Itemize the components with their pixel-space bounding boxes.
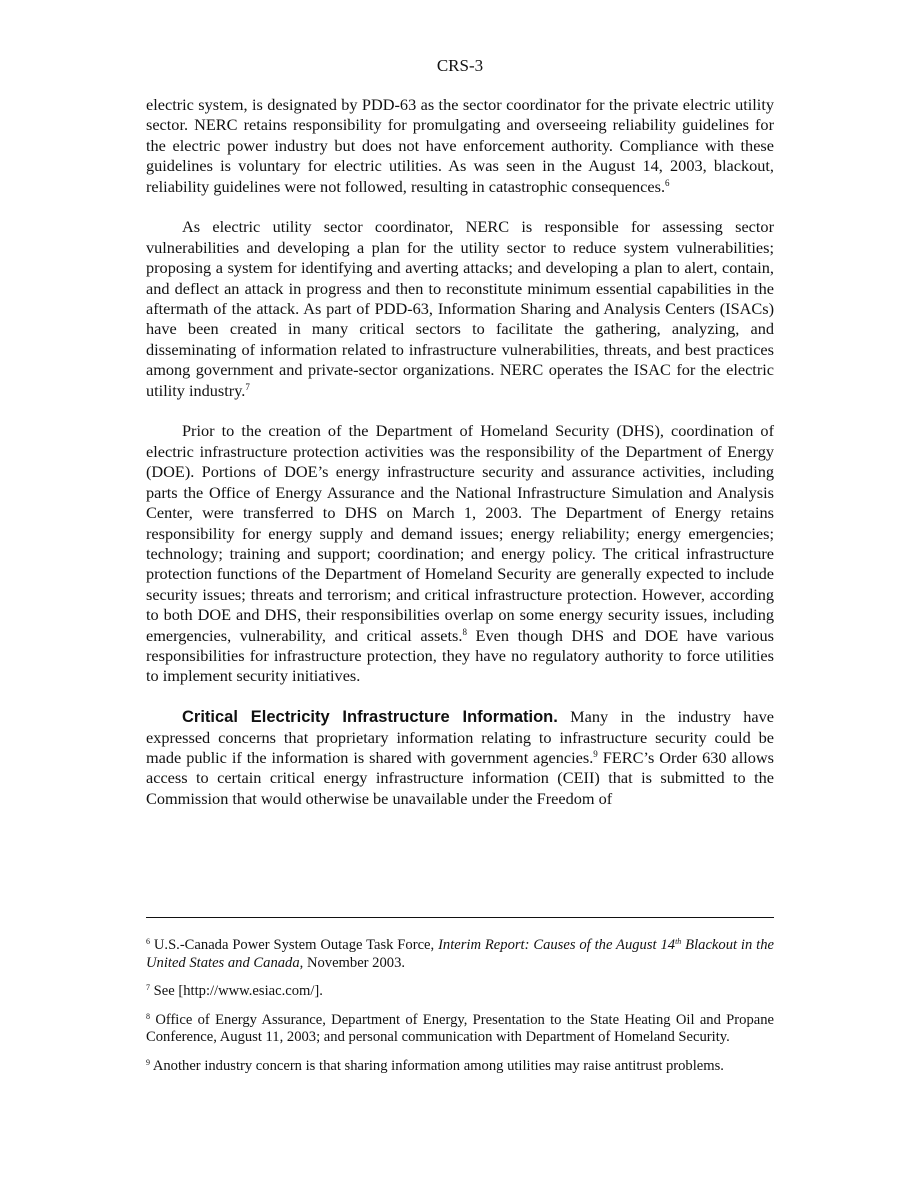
paragraph-text: Prior to the creation of the Department of Homeland Security (DHS), coordination of electric infrastructure protection activities was the responsibility of the Department of Energy (DOE). Portions of DOE’s energy infrastructure security and assurance activities, including parts the Office of Energy Assurance and the National Infrastructure Simulation and Analysis Center, were transferred to DHS on March 1, 2003. The Department of Energy retains responsibility for energy supply and demand issues; energy reliability; energy emergencies; technology; training and support; coordination; and energy policy. The critical infrastructure protection functions of the Department of Homeland Security are generally expected to include security issues; threats and terrorism; and critical infrastructure protection. However, according to both DOE and DHS, their responsibilities overlap on some energy security issues, including emergencies, vulnerability, and critical assets.: [146, 421, 774, 645]
footnote-title-sup: th: [675, 937, 682, 946]
paragraph-nerc-responsibilities: [146, 217, 774, 401]
footnote-8: [146, 1012, 774, 1047]
page-number-header: CRS-3: [436, 56, 484, 75]
footnote-number: 6: [146, 937, 150, 946]
footnote-text: Office of Energy Assurance, Department of Energy, Presentation to the State Heating Oil and Propane Conference, August 11, 2003; and personal communication with Department of Homeland Security.: [146, 1011, 775, 1045]
footnote-7: [146, 983, 774, 1001]
body-text: [146, 95, 774, 809]
footnote-text: See [http://www.esiac.com/].: [153, 983, 323, 999]
footnote-text-end: , November 2003.: [299, 954, 406, 971]
footnote-divider: [146, 917, 774, 918]
footnote-ref: 7: [245, 381, 250, 392]
footnotes: [146, 937, 774, 1086]
footnote-number: 9: [146, 1057, 150, 1067]
paragraph-ceii: [146, 707, 774, 809]
paragraph-sector-coordinator: [146, 95, 774, 197]
footnote-number: 7: [146, 983, 150, 992]
paragraph-text-continued: Even though DHS and DOE have various responsibilities for infrastructure protection, they have no regulatory authority to force utilities to implement security initiatives.: [146, 625, 774, 686]
footnote-number: 8: [146, 1011, 150, 1021]
footnote-title-continued: Blackout in the United States and Canada: [146, 937, 774, 971]
paragraph-text: Many in the industry have expressed concerns that proprietary information relating to infrastructure security could be made public if the information is shared with government agencies.: [146, 707, 774, 767]
section-heading: Critical Electricity Infrastructure Information.: [182, 708, 558, 727]
footnote-ref: 8: [462, 626, 467, 637]
footnote-ref: 6: [665, 177, 670, 188]
paragraph-text-continued: FERC’s Order 630 allows access to certain critical energy infrastructure information (CEII) that is submitted to the Commission that would otherwise be unavailable under the Freedom of: [146, 747, 775, 808]
footnote-title: Interim Report: Causes of the August 14: [438, 937, 676, 953]
paragraph-text: electric system, is designated by PDD-63 as the sector coordinator for the private electric utility sector. NERC retains responsibility for promulgating and overseeing reliability guidelines for the electric power industry but does not have enforcement authority. Compliance with these guidelines is voluntary for electric utilities. As was seen in the August 14, 2003, blackout, reliability guidelines were not followed, resulting in catastrophic consequences.: [146, 95, 774, 196]
footnote-9: [146, 1058, 774, 1076]
footnote-ref: 9: [593, 748, 598, 759]
footnote-text: U.S.-Canada Power System Outage Task Force,: [153, 937, 439, 953]
footnote-text: Another industry concern is that sharing information among utilities may raise antitrust problems.: [152, 1057, 724, 1074]
footnote-6: [146, 937, 774, 972]
paragraph-dhs-doe: [146, 421, 774, 686]
paragraph-text: As electric utility sector coordinator, NERC is responsible for assessing sector vulnerabilities and developing a plan for the utility sector to reduce system vulnerabilities; proposing a system for identifying and averting attacks; and developing a plan to alert, contain, and deflect an attack in progress and then to reconstitute minimum essential capabilities in the aftermath of the attack. As part of PDD-63, Information Sharing and Analysis Centers (ISACs) have been created in many critical sectors to facilitate the gathering, analyzing, and disseminating of information related to infrastructure vulnerabilities, threats, and best practices among government and private-sector organizations. NERC operates the ISAC for the electric utility industry.: [146, 217, 774, 400]
